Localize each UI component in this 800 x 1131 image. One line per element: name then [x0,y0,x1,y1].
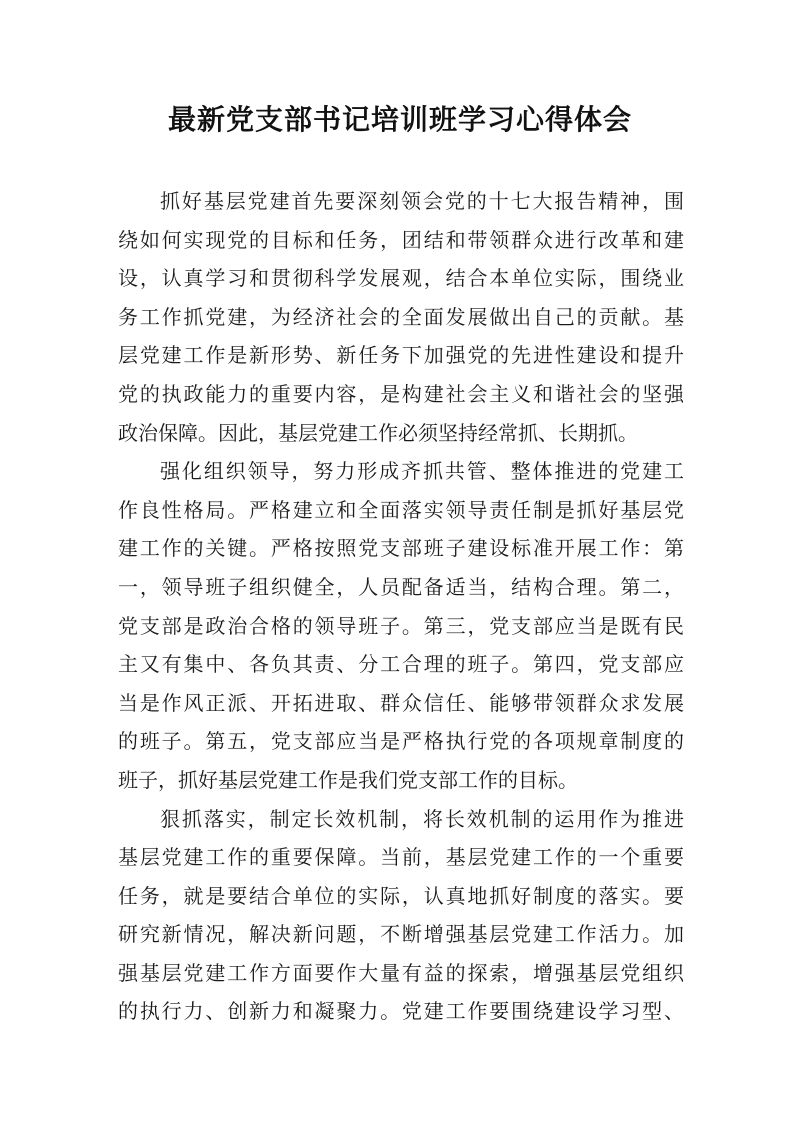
paragraph-1 [118,182,684,452]
text-line: 的执行力、创新力和凝聚力。党建工作要围绕建设学习型、 [118,999,684,1024]
paragraph-3 [118,800,684,1032]
text-line: 务工作抓党建，为经济社会的全面发展做出自己的贡献。基 [118,304,684,329]
text-line: 基层党建工作的重要保障。当前，基层党建工作的一个重要 [118,845,684,870]
text-line: 建工作的关键。严格按照党支部班子建设标准开展工作：第 [118,536,684,561]
text-line: 绕如何实现党的目标和任务，团结和带领群众进行改革和建 [118,227,684,252]
text-line: 党的执政能力的重要内容，是构建社会主义和谐社会的坚强 [118,381,684,406]
text-line: 主又有集中、各负其责、分工合理的班子。第四，党支部应 [118,652,684,677]
text-line: 设，认真学习和贯彻科学发展观，结合本单位实际，围绕业 [118,266,684,291]
text-line: 狠抓落实，制定长效机制，将长效机制的运用作为推进 [160,806,684,831]
text-line: 任务，就是要结合单位的实际，认真地抓好制度的落实。要 [118,883,684,908]
text-line: 党支部是政治合格的领导班子。第三，党支部应当是既有民 [118,613,684,638]
text-line: 强化组织领导，努力形成齐抓共管、整体推进的党建工 [160,459,684,484]
text-line: 层党建工作是新形势、新任务下加强党的先进性建设和提升 [118,343,684,368]
text-line: 研究新情况，解决新问题，不断增强基层党建工作活力。加 [118,922,684,947]
text-line: 班子，抓好基层党建工作是我们党支部工作的目标。 [118,767,578,792]
text-line: 的班子。第五，党支部应当是严格执行党的各项规章制度的 [118,729,684,754]
text-line: 一，领导班子组织健全，人员配备适当，结构合理。第二， [118,574,684,599]
paragraph-2 [118,452,684,799]
document-title: 最新党支部书记培训班学习心得体会 [167,103,632,136]
text-line: 作良性格局。严格建立和全面落实领导责任制是抓好基层党 [118,497,684,522]
text-line: 抓好基层党建首先要深刻领会党的十七大报告精神，围 [160,189,684,213]
text-line: 政治保障。因此，基层党建工作必须坚持经常抓、长期抓。 [118,420,638,445]
text-line: 当是作风正派、开拓进取、群众信任、能够带领群众求发展 [118,690,684,715]
text-line: 强基层党建工作方面要作大量有益的探索，增强基层党组织 [118,960,684,985]
document-body [118,182,684,1031]
